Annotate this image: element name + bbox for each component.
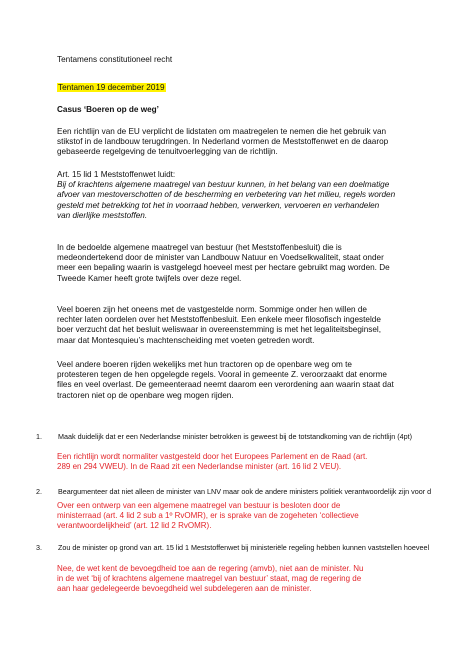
article-text-line: van dierlijke meststoffen. [57,210,148,220]
answer-2 [57,501,467,532]
answer-line: in de wet ‘bij of krachtens algemene maatregel van bestuur’ staat, mag de regering de [57,574,362,584]
answer-line: Over een ontwerp van een algemene maatregel van bestuur is besloten door de [57,501,341,510]
article-text-line: gesteld met betrekking tot het in voorraad hebben, verwerken, vervoeren en verhandelen [57,200,380,210]
answer-line: 289 en 294 VWEU). In de Raad zit een Nederlandse minister (art. 16 lid 2 VEU). [57,462,342,472]
answer-line: aan haar gedelegeerde bevoegdheid wel subdelegeren aan de minister. [57,584,312,594]
answer-1 [57,452,467,472]
exam-date: Tentamen 19 december 2019 [58,83,165,92]
question-text: Beargumenteer dat niet alleen de minister van LNV maar ook de andere ministers politiek verantwoordelijk zijn voor d [58,487,432,496]
question-number: 1. [36,432,42,441]
paragraph-boeren [57,305,457,346]
answer-line: verantwoordelijkheid’ (art. 12 lid 2 RvOMR). [57,521,212,531]
article-block [57,170,457,221]
question-3 [36,543,472,552]
article-text-line: afvoer van mestoverschotten of de bescherming en verbetering van het milieu, regels worden [57,190,396,200]
paragraph-line: protesteren tegen de hen opgelegde regels. Vooral in gemeente Z. veroorzaakt dat enorme [57,370,387,380]
article-title: Art. 15 lid 1 Meststoffenwet luidt: [57,170,176,179]
intro-paragraph [57,127,457,158]
paragraph-line: meer een bepaling waarin is vastgelegd hoeveel mest per hectare gebruikt mag worden. De [57,263,390,273]
case-title: Casus ‘Boeren op de weg’ [57,105,159,114]
paragraph-line: Tweede Kamer heeft grote twijfels over deze regel. [57,273,242,283]
question-number: 3. [36,543,42,552]
paragraph-line: files en veel overlast. De gemeenteraad neemt daarom een verordening aan waarin staat dat [57,380,394,390]
document-title: Tentamens constitutioneel recht [57,55,173,64]
question-1 [36,432,472,441]
question-text: Zou de minister op grond van art. 15 lid 1 Meststoffenwet bij ministeriële regeling hebben kunnen vaststellen hoeveel [58,543,430,552]
paragraph-line: tractoren niet op de openbare weg mogen rijden. [57,390,234,400]
article-text-line: Bij of krachtens algemene maatregel van bestuur kunnen, in het belang van een doelmatige [57,180,390,190]
question-text: Maak duidelijk dat er een Nederlandse minister betrokken is geweest bij de totstandkoming van de richtlijn (4pt) [58,432,412,441]
paragraph-line: Veel andere boeren rijden wekelijks met hun tractoren op de openbare weg om te [57,360,352,369]
question-number: 2. [36,487,42,496]
paragraph-line: rechter laten oordelen over het Meststoffenbesluit. Een enkele meer filosofisch ingestelde [57,315,381,325]
paragraph-line: stikstof in de landbouw terugdringen. In Nederland vormen de Meststoffenwet en de daarop [57,137,389,147]
question-2 [36,487,472,496]
exam-date-line [57,83,457,93]
paragraph-line: maar dat Montesquieu’s machtenscheiding met voeten getreden wordt. [57,335,315,345]
answer-line: Nee, de wet kent de bevoegdheid toe aan de regering (amvb), niet aan de minister. Nu [57,564,364,573]
paragraph-line: gebaseerde regelgeving de tenuitvoerlegging van de richtlijn. [57,147,278,157]
paragraph-tractoren [57,360,457,401]
paragraph-line: Veel boeren zijn het oneens met de vastgestelde norm. Sommige onder hen willen de [57,305,367,314]
answer-line: Een richtlijn wordt normaliter vastgesteld door het Europees Parlement en de Raad (art. [57,452,368,461]
paragraph-line: medeondertekend door de minister van Landbouw Natuur en Voedselkwaliteit, staat onder [57,253,384,263]
paragraph-line: Een richtlijn van de EU verplicht de lidstaten om maatregelen te nemen die het gebruik van [57,127,387,136]
paragraph-line: In de bedoelde algemene maatregel van bestuur (het Meststoffenbesluit) die is [57,243,342,252]
paragraph-line: boer verzucht dat het besluit weliswaar in overeenstemming is met het legaliteitsbeginsel, [57,325,382,335]
paragraph-amvb [57,243,457,284]
answer-line: ministerraad (art. 4 lid 2 sub a 1º RvOMR), er is sprake van de zogeheten ‘collectieve [57,511,359,521]
answer-3 [57,564,467,595]
